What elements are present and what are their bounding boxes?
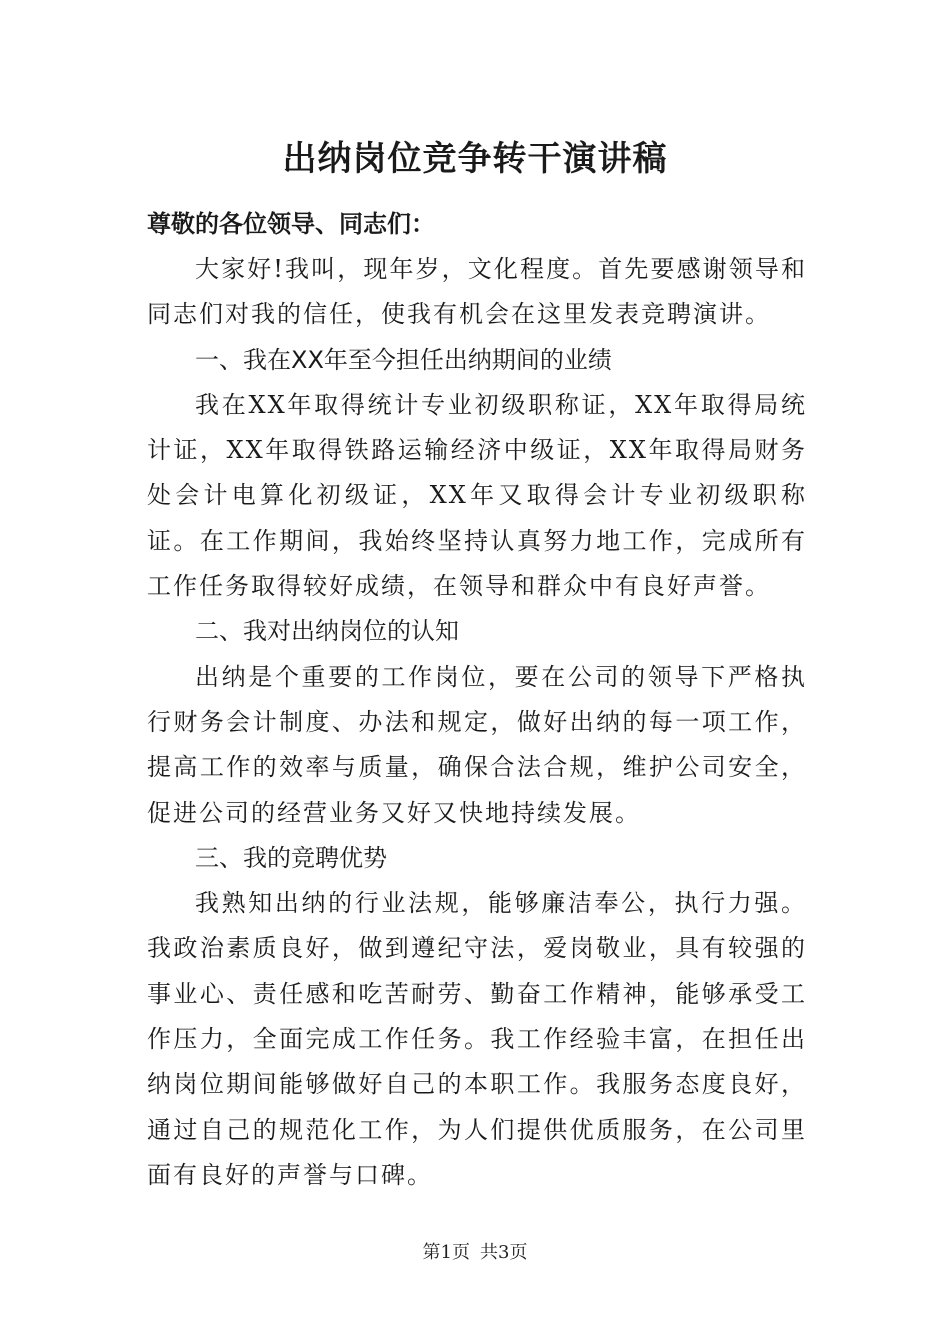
section-body-3: 我熟知出纳的行业法规，能够廉洁奉公，执行力强。我政治素质良好，做到遵纪守法，爱岗敬业，具有较强的事业心、责任感和吃苦耐劳、勤奋工作精神，能够承受工作压力，全面完成工作任务。我工作经验丰富，在担任出纳岗位期间能够做好自己的本职工作。我服务态度良好，通过自己的规范化工作，为人们提供优质服务，在公司里面有良好的声誉与口碑。 <box>147 889 807 1189</box>
document-title: 出纳岗位竞争转干演讲稿 <box>282 139 668 179</box>
section-heading-2: 二、我对出纳岗位的认知 <box>195 617 459 646</box>
intro-paragraph: 大家好!我叫，现年岁，文化程度。首先要感谢领导和同志们对我的信任，使我有机会在这里发表竞聘演讲。 <box>147 255 807 329</box>
section-body-1: 我在XX年取得统计专业初级职称证，XX年取得局统计证，XX年取得铁路运输经济中级证，XX年取得局财务处会计电算化初级证，XX年又取得会计专业初级职称证。在工作期间，我始终坚持认真努力地工作，完成所有工作任务取得较好成绩，在领导和群众中有良好声誉。 <box>147 390 807 601</box>
section-heading-1: 一、我在XX年至今担任出纳期间的业绩 <box>195 345 612 374</box>
page-footer <box>0 1240 950 1266</box>
salutation: 尊敬的各位领导、同志们： <box>147 210 435 238</box>
section-heading-3: 三、我的竞聘优势 <box>195 843 387 872</box>
document-body <box>147 202 807 1198</box>
section-body-2: 出纳是个重要的工作岗位，要在公司的领导下严格执行财务会计制度、办法和规定，做好出纳的每一项工作，提高工作的效率与质量，确保合法合规，维护公司安全，促进公司的经营业务又好又快地持续发展。 <box>147 662 807 827</box>
page-total: 共3页 <box>480 1242 528 1263</box>
page-number: 第1页 <box>422 1242 470 1263</box>
